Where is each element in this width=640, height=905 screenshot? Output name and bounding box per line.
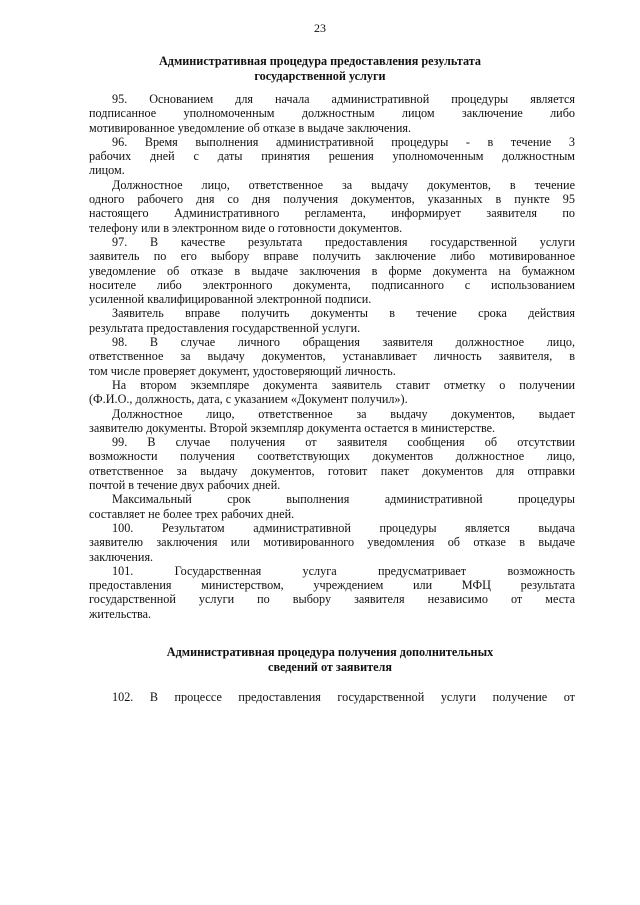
heading-line: государственной услуги [254, 68, 386, 83]
text-line: 95. Основанием для начала административной процедуры является [112, 92, 575, 106]
section-body-additional-info [89, 690, 575, 704]
section-heading-result-provision [70, 54, 570, 83]
text-line: подписанное уполномоченным должностным лицом заключение либо [89, 106, 575, 121]
text-line: том числе проверяет документ, удостоверяющий личность. [89, 363, 396, 378]
text-line: носителе либо электронного документа, подписанного с использованием [89, 277, 575, 292]
text-line: государственной услуги по выбору заявителя независимо от места [89, 592, 575, 607]
section-heading-additional-info [90, 645, 570, 674]
text-line: мотивированное уведомление об отказе в выдаче заключения. [89, 120, 412, 135]
heading-line: сведений от заявителя [268, 659, 392, 674]
heading-line: Административная процедура получения дополнительных [166, 645, 494, 659]
text-line: телефону или в электронном виде о готовности документов. [89, 220, 403, 235]
text-line: 102. В процессе предоставления государственной услуги получение от [112, 690, 575, 704]
text-line: жительства. [89, 606, 152, 621]
text-line: лицом. [89, 163, 125, 178]
text-line: На втором экземпляре документа заявитель ставит отметку о получении [112, 377, 575, 392]
text-line: 100. Результатом административной процедуры является выдача [112, 520, 575, 535]
text-line: 98. В случае личного обращения заявителя должностное лицо, [112, 335, 575, 350]
text-line: ответственное за выдачу документов, готовит пакет документов для отправки [89, 463, 575, 478]
text-line: Должностное лицо, ответственное за выдачу документов, выдает [112, 406, 575, 421]
text-line: уведомление об отказе в выдаче заключения в форме документа на бумажном [89, 263, 575, 278]
text-line: почтой в течение двух рабочих дней. [89, 478, 281, 493]
text-line: результата предоставления государственной услуги. [89, 320, 361, 335]
text-line: составляет не более трех рабочих дней. [89, 506, 295, 521]
text-line: заключения. [89, 549, 154, 564]
text-line: 101. Государственная услуга предусматривает возможность [112, 563, 575, 578]
text-line: Должностное лицо, ответственное за выдачу документов, в течение [112, 177, 575, 192]
page-number: 23 [314, 21, 326, 35]
text-line: ответственное за выдачу документов, устанавливает личность заявителя, в [89, 349, 575, 364]
text-line: усиленной квалифицированной электронной подписи. [89, 292, 372, 307]
text-line: 99. В случае получения от заявителя сообщения об отсутствии [112, 435, 575, 450]
text-line: заявителю документы. Второй экземпляр документа остается в министерстве. [89, 420, 496, 435]
text-line: заявитель по его выбору вправе получить заключение либо мотивированное [89, 249, 575, 264]
heading-line: Административная процедура предоставления результата [158, 54, 481, 68]
text-line: настоящего Административного регламента, информирует заявителя по [89, 206, 575, 221]
text-line: 97. В качестве результата предоставления государственной услуги [112, 234, 575, 249]
text-line: (Ф.И.О., должность, дата, с указанием «Документ получил»). [89, 392, 408, 407]
text-line: возможности получения соответствующих документов должностное лицо, [89, 449, 575, 464]
text-line: заявителю заключения или мотивированного уведомления об отказе в выдаче [89, 535, 575, 550]
text-line: рабочих дней с даты принятия решения уполномоченным должностным [89, 149, 575, 164]
text-line: Максимальный срок выполнения административной процедуры [112, 492, 575, 507]
section-body-result-provision [89, 92, 575, 621]
text-line: предоставления министерством, учреждением или МФЦ результата [89, 578, 575, 593]
text-line: Заявитель вправе получить документы в течение срока действия [112, 306, 575, 321]
text-line: одного рабочего дня со дня получения документов, указанных в пункте 95 [89, 192, 575, 207]
text-line: 96. Время выполнения административной процедуры - в течение 3 [112, 134, 575, 149]
